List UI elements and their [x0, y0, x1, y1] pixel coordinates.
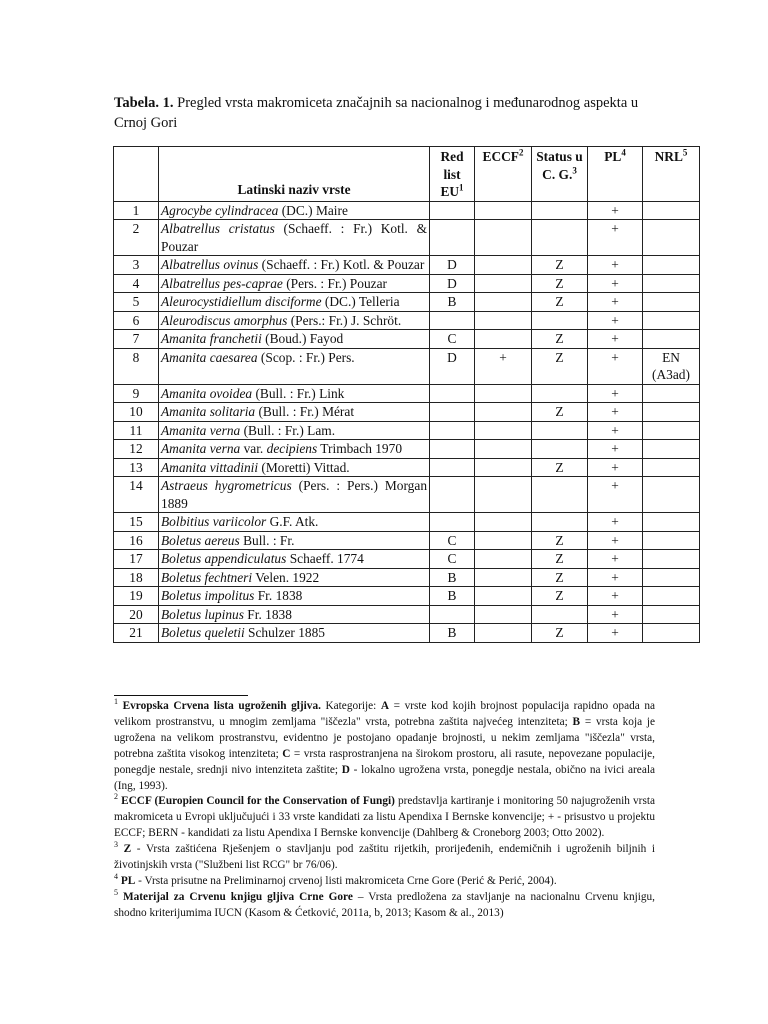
nrl-cell: [643, 605, 700, 624]
species-binomial: Aleurocystidiellum disciforme: [161, 294, 322, 309]
row-number: 17: [114, 550, 159, 569]
species-binomial: Amanita vittadinii: [161, 459, 259, 475]
row-number: 14: [114, 477, 159, 513]
species-author: (Scop. : Fr.) Pers.: [257, 349, 355, 365]
eccf-cell: [475, 531, 532, 550]
nrl-cell: [643, 587, 700, 606]
row-number: 21: [114, 624, 159, 643]
header-latin-name: Latinski naziv vrste: [159, 147, 430, 202]
status-cell: [532, 421, 588, 440]
table-row: [114, 256, 700, 275]
species-binomial: Boletus queletii: [161, 625, 245, 640]
redlist-cell: [430, 421, 475, 440]
header-nrl: NRL$^5$: [643, 147, 700, 202]
eccf-cell: [475, 568, 532, 587]
status-cell: [532, 201, 588, 220]
species-name: [159, 568, 430, 587]
footnote-4: $^4$ PL - Vrsta prisutne na Preliminarnoj crvenoj listi makromiceta Crne Gore (Perić & Perić, 2004).: [114, 872, 557, 887]
pl-cell: +: [588, 587, 643, 606]
eccf-cell: [475, 477, 532, 513]
table-body: [114, 201, 700, 642]
nrl-cell: EN (A3ad): [643, 348, 700, 384]
redlist-cell: D: [430, 348, 475, 384]
status-cell: Z: [532, 256, 588, 275]
species-name: [159, 477, 430, 513]
nrl-cell: [643, 531, 700, 550]
footnote-3: $^3$ Z - Vrsta zaštićena Rješenjem o stavljanju pod zaštitu rijetkih, prorijeđenih, endemičnih i ugroženih biljnih i životinjskih vrsta ("Službeni list RCG" br 76/06).: [114, 840, 655, 872]
status-cell: Z: [532, 293, 588, 312]
species-binomial: Amanita franchetii: [161, 331, 262, 346]
species-author: (Bull. : Fr.) Link: [252, 385, 345, 401]
redlist-cell: B: [430, 293, 475, 312]
species-binomial: Agrocybe cylindracea: [161, 202, 279, 218]
eccf-cell: [475, 624, 532, 643]
footnote-2: $^2$ ECCF (Europien Council for the Conservation of Fungi) predstavlja kartiranje i monitoring 50 najugroženih vrsta makromiceta u Evropi uključujući i 33 vrste kandidati za listu Apendixa I Bernske konvencije; + - prisustvo u projektu ECCF; BERN - kandidati za listu Apendixa I Bernske konvencije (Dahlberg & Croneborg 2003; Otto 2002).: [114, 792, 655, 840]
species-name: [159, 513, 430, 532]
pl-cell: +: [588, 568, 643, 587]
redlist-cell: C: [430, 550, 475, 569]
pl-cell: +: [588, 624, 643, 643]
status-cell: [532, 605, 588, 624]
table-row: [114, 568, 700, 587]
eccf-cell: [475, 605, 532, 624]
table-row: [114, 403, 700, 422]
eccf-cell: [475, 201, 532, 220]
status-cell: Z: [532, 531, 588, 550]
species-author: (Boud.) Fayod: [261, 331, 344, 346]
species-binomial: Amanita caesarea: [161, 349, 258, 365]
row-number: 5: [114, 293, 159, 312]
eccf-cell: [475, 384, 532, 403]
species-name: [159, 440, 430, 459]
footnote-1: $^1$ Evropska Crvena lista ugroženih gljiva. Kategorije: A = vrste kod kojih brojnost populacija rapidno opada na velikom prostranstvu, u mnogim zemljama "iščezla" vrsta, potrebna zaštita najvećeg intenziteta; B = vrsta koja je ugrožena na velikom prostranstvu, evidentno je postojano opadanje brojnosti, u nekim zemljama "iščezla" vrsta, potrebna zaštita visokog intenziteta; C = vrsta rasprostranjena na širokom prostoru, ali rasute, nepovezane populacije, ponegdje nestale, srednji nivo intenziteta zaštite; D - lokalno ugrožena vrsta, ponegdje nestala, obično na ivici areala (Ing, 1993).: [114, 697, 656, 792]
table-row: [114, 458, 700, 477]
nrl-cell: [643, 330, 700, 349]
pl-cell: +: [588, 513, 643, 532]
species-author: Velen. 1922: [252, 569, 320, 585]
species-author: (DC.) Telleria: [321, 294, 400, 309]
footnotes: [114, 699, 655, 922]
eccf-cell: [475, 421, 532, 440]
species-author: Bull. : Fr.: [239, 532, 295, 548]
table-header-row: [114, 147, 700, 202]
redlist-cell: [430, 201, 475, 220]
table-row: [114, 477, 700, 513]
eccf-cell: +: [475, 348, 532, 384]
status-cell: Z: [532, 458, 588, 477]
nrl-cell: [643, 274, 700, 293]
species-name: [159, 421, 430, 440]
table-row: [114, 330, 700, 349]
eccf-cell: [475, 550, 532, 569]
nrl-cell: [643, 458, 700, 477]
species-author: (DC.) Maire: [278, 202, 348, 218]
species-author: (Pers. : Pers.) Morgan 1889: [161, 478, 428, 511]
species-binomial: Boletus impolitus: [161, 588, 255, 603]
row-number: 10: [114, 403, 159, 422]
table-row: [114, 624, 700, 643]
row-number: 18: [114, 568, 159, 587]
species-name: [159, 458, 430, 477]
pl-cell: +: [588, 531, 643, 550]
species-name: [159, 201, 430, 220]
pl-cell: +: [588, 403, 643, 422]
row-number: 11: [114, 421, 159, 440]
pl-cell: +: [588, 293, 643, 312]
status-cell: Z: [532, 624, 588, 643]
eccf-cell: [475, 330, 532, 349]
header-pl: $PL^4$: [588, 147, 643, 202]
redlist-cell: D: [430, 256, 475, 275]
row-number: 1: [114, 201, 159, 220]
nrl-cell: [643, 311, 700, 330]
row-number: 16: [114, 531, 159, 550]
nrl-cell: [643, 201, 700, 220]
species-author: (Schaeff. : Fr.) Kotl. & Pouzar: [258, 257, 425, 272]
species-binomial: Astraeus hygrometricus: [161, 478, 292, 493]
species-author: Fr. 1838: [254, 588, 303, 603]
nrl-cell: [643, 256, 700, 275]
status-cell: Z: [532, 568, 588, 587]
status-cell: Z: [532, 348, 588, 384]
header-eccf: ECCF$^2$: [475, 147, 532, 202]
table-row: [114, 587, 700, 606]
nrl-cell: [643, 624, 700, 643]
species-name: [159, 220, 430, 256]
species-author: (Schaeff. : Fr.) Kotl. & Pouzar: [161, 221, 427, 254]
pl-cell: +: [588, 605, 643, 624]
species-author: (Bull. : Fr.) Mérat: [255, 404, 355, 419]
pl-cell: +: [588, 256, 643, 275]
species-name: [159, 531, 430, 550]
table-row: [114, 384, 700, 403]
nrl-cell: [643, 550, 700, 569]
redlist-cell: [430, 605, 475, 624]
pl-cell: +: [588, 348, 643, 384]
species-name: [159, 274, 430, 293]
status-cell: Z: [532, 550, 588, 569]
eccf-cell: [475, 440, 532, 459]
table-row: [114, 550, 700, 569]
status-cell: Z: [532, 403, 588, 422]
row-number: 19: [114, 587, 159, 606]
eccf-cell: [475, 458, 532, 477]
table-row: [114, 220, 700, 256]
table-caption: [114, 93, 674, 133]
row-number: 4: [114, 274, 159, 293]
pl-cell: +: [588, 421, 643, 440]
species-binomial: Boletus fechtneri: [161, 569, 253, 585]
row-number: 3: [114, 256, 159, 275]
species-author: (Moretti) Vittad.: [258, 459, 350, 475]
redlist-cell: [430, 403, 475, 422]
eccf-cell: [475, 403, 532, 422]
nrl-cell: [643, 220, 700, 256]
nrl-cell: [643, 421, 700, 440]
eccf-cell: [475, 274, 532, 293]
species-name: [159, 587, 430, 606]
caption-label: Tabela. 1.: [114, 95, 174, 111]
species-variety: decipiens: [266, 441, 318, 456]
redlist-cell: C: [430, 531, 475, 550]
redlist-cell: [430, 440, 475, 459]
pl-cell: +: [588, 440, 643, 459]
pl-cell: +: [588, 330, 643, 349]
row-number: 2: [114, 220, 159, 256]
header-redlist: Red list $EU^1$: [430, 147, 475, 202]
species-binomial: Bolbitius variicolor: [161, 514, 267, 529]
row-number: 13: [114, 458, 159, 477]
redlist-cell: B: [430, 587, 475, 606]
table-row: [114, 348, 700, 384]
redlist-cell: D: [430, 274, 475, 293]
nrl-cell: [643, 403, 700, 422]
species-author: Schaeff. 1774: [286, 551, 364, 566]
row-number: 15: [114, 513, 159, 532]
nrl-cell: [643, 384, 700, 403]
status-cell: [532, 220, 588, 256]
redlist-cell: [430, 458, 475, 477]
nrl-cell: [643, 293, 700, 312]
species-name: [159, 384, 430, 403]
species-name: [159, 624, 430, 643]
table-row: [114, 605, 700, 624]
table-row: [114, 274, 700, 293]
pl-cell: +: [588, 274, 643, 293]
species-binomial: Aleurodiscus amorphus: [161, 312, 288, 328]
species-name: [159, 403, 430, 422]
row-number: 8: [114, 348, 159, 384]
status-cell: [532, 513, 588, 532]
redlist-cell: C: [430, 330, 475, 349]
nrl-cell: [643, 568, 700, 587]
species-binomial: Albatrellus pes-caprae: [161, 275, 283, 291]
row-number: 9: [114, 384, 159, 403]
status-cell: Z: [532, 274, 588, 293]
table-row: [114, 201, 700, 220]
species-binomial: Amanita solitaria: [161, 404, 256, 419]
species-name: [159, 348, 430, 384]
table-row: [114, 421, 700, 440]
redlist-cell: B: [430, 624, 475, 643]
eccf-cell: [475, 293, 532, 312]
eccf-cell: [475, 220, 532, 256]
species-binomial: Amanita verna: [161, 422, 241, 438]
eccf-cell: [475, 513, 532, 532]
species-name: [159, 293, 430, 312]
nrl-cell: [643, 513, 700, 532]
redlist-cell: [430, 220, 475, 256]
header-number: [114, 147, 159, 202]
table-row: [114, 440, 700, 459]
redlist-cell: [430, 311, 475, 330]
status-cell: Z: [532, 330, 588, 349]
pl-cell: +: [588, 477, 643, 513]
status-cell: [532, 440, 588, 459]
species-name: [159, 550, 430, 569]
row-number: 12: [114, 440, 159, 459]
redlist-cell: [430, 384, 475, 403]
species-table: [113, 146, 700, 643]
species-binomial: Albatrellus ovinus: [161, 257, 259, 272]
row-number: 20: [114, 605, 159, 624]
species-author: Schulzer 1885: [244, 625, 325, 640]
species-name: [159, 330, 430, 349]
status-cell: Z: [532, 587, 588, 606]
variety-author: Trimbach 1970: [317, 441, 403, 456]
species-author: (Pers.: Fr.) J. Schröt.: [287, 312, 402, 328]
species-author: var.: [240, 441, 267, 456]
table-row: [114, 513, 700, 532]
header-status: Status u C. G.$^3$: [532, 147, 588, 202]
caption-text: Pregled vrsta makromiceta značajnih sa nacionalnog i međunarodnog aspekta u Crnoj Gori: [114, 95, 639, 131]
species-binomial: Boletus lupinus: [161, 606, 244, 622]
status-cell: [532, 311, 588, 330]
redlist-cell: B: [430, 568, 475, 587]
species-author: G.F. Atk.: [266, 514, 319, 529]
pl-cell: +: [588, 311, 643, 330]
species-author: Fr. 1838: [243, 606, 292, 622]
pl-cell: +: [588, 220, 643, 256]
species-name: [159, 256, 430, 275]
row-number: 7: [114, 330, 159, 349]
species-name: [159, 605, 430, 624]
footnote-5: $^5$ Materijal za Crvenu knjigu gljiva Crne Gore – Vrsta predložena za stavljanje na nacionalnu Crvenu knjigu, shodno kriterijumima IUCN (Kasom & Ćetković, 2011a, b, 2013; Kasom & al., 2013): [114, 888, 655, 919]
status-cell: [532, 477, 588, 513]
pl-cell: +: [588, 201, 643, 220]
status-cell: [532, 384, 588, 403]
species-binomial: Boletus aereus: [161, 532, 240, 548]
pl-cell: +: [588, 458, 643, 477]
species-binomial: Amanita verna: [161, 441, 241, 456]
table-row: [114, 531, 700, 550]
redlist-cell: [430, 477, 475, 513]
table-row: [114, 311, 700, 330]
species-author: (Pers. : Fr.) Pouzar: [282, 275, 387, 291]
row-number: 6: [114, 311, 159, 330]
species-binomial: Boletus appendiculatus: [161, 551, 287, 566]
eccf-cell: [475, 587, 532, 606]
eccf-cell: [475, 311, 532, 330]
footnote-separator: [114, 695, 248, 696]
species-binomial: Albatrellus cristatus: [161, 221, 275, 236]
redlist-cell: [430, 513, 475, 532]
nrl-cell: [643, 477, 700, 513]
table-row: [114, 293, 700, 312]
pl-cell: +: [588, 550, 643, 569]
nrl-cell: [643, 440, 700, 459]
species-name: [159, 311, 430, 330]
eccf-cell: [475, 256, 532, 275]
pl-cell: +: [588, 384, 643, 403]
species-author: (Bull. : Fr.) Lam.: [240, 422, 336, 438]
species-binomial: Amanita ovoidea: [161, 385, 253, 401]
